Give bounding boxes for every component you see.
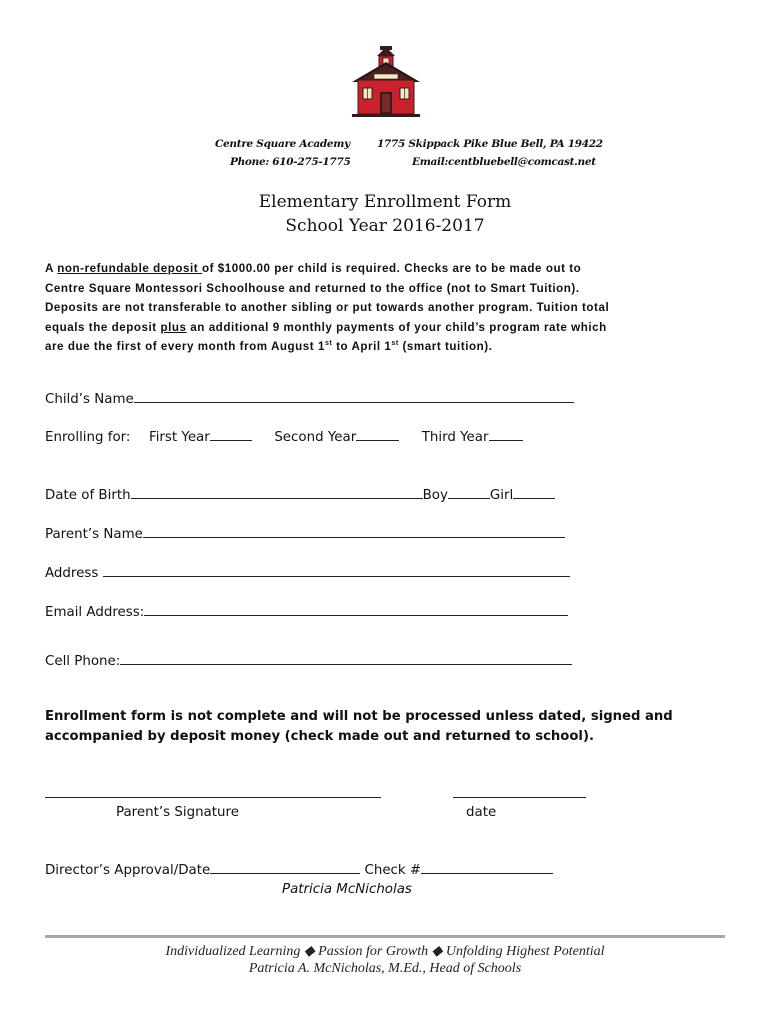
email-address-label: Email Address: [45, 605, 145, 620]
cell-phone-blank[interactable] [120, 653, 572, 665]
parent-name-field[interactable] [45, 526, 565, 542]
boy-blank[interactable] [448, 487, 490, 499]
first-year-blank[interactable] [210, 429, 252, 441]
director-approval-label: Director’s Approval/Date [45, 863, 211, 878]
non-refundable-deposit: non-refundable deposit [57, 262, 202, 275]
school-address: 1775 Skippack Pike Blue Bell, PA 19422 [377, 138, 603, 150]
parent-signature-caption: Parent’s Signature [116, 805, 239, 820]
director-approval-blank[interactable] [210, 862, 360, 874]
school-name: Centre Square Academy [215, 138, 350, 150]
school-email: Email:centbluebell@comcast.net [412, 156, 596, 168]
footer-divider [45, 935, 725, 938]
third-year-blank[interactable] [489, 429, 523, 441]
address-blank[interactable] [103, 565, 570, 577]
cell-phone-label: Cell Phone: [45, 654, 121, 669]
footer-credit: Patricia A. McNicholas, M.Ed., Head of Schools [248, 961, 522, 976]
child-name-blank[interactable] [134, 391, 574, 403]
date-of-birth-blank[interactable] [131, 487, 423, 499]
email-address-blank[interactable] [144, 604, 568, 616]
boy-label: Boy [422, 488, 448, 503]
address-field[interactable] [45, 565, 570, 581]
director-name: Patricia McNicholas [282, 882, 412, 897]
school-year: School Year 2016-2017 [285, 216, 485, 236]
cell-phone-field[interactable] [45, 653, 572, 669]
check-number-blank[interactable] [421, 862, 553, 874]
footer-tagline: Individualized Learning ◆ Passion for Growth ◆ Unfolding Highest Potential [165, 944, 605, 959]
signature-date-caption: date [466, 805, 497, 820]
signature-date-line[interactable] [453, 797, 586, 798]
form-title: Elementary Enrollment Form [258, 192, 512, 212]
girl-label: Girl [489, 488, 514, 503]
parent-name-label: Parent’s Name [45, 527, 143, 542]
birth-gender-row [45, 487, 555, 503]
email-address-field[interactable] [45, 604, 568, 620]
school-phone: Phone: 610-275-1775 [230, 156, 351, 168]
third-year-label: Third Year [421, 430, 489, 445]
child-name-label: Child’s Name [45, 392, 134, 407]
enrolling-for-label: Enrolling for: [45, 430, 131, 445]
parent-name-blank[interactable] [143, 526, 565, 538]
first-year-label: First Year [148, 430, 210, 445]
parent-signature-line[interactable] [45, 797, 381, 798]
completion-notice: Enrollment form is not complete and will not be processed unless dated, signed and accompanied by deposit money (check made out and returned to school). [45, 709, 673, 744]
address-label: Address [45, 566, 103, 581]
check-number-label: Check # [364, 863, 422, 878]
girl-blank[interactable] [513, 487, 555, 499]
director-approval-row [45, 862, 553, 878]
second-year-label: Second Year [274, 430, 357, 445]
enrolling-for-row [45, 429, 523, 445]
child-name-field[interactable] [45, 391, 574, 407]
schoolhouse-logo [350, 44, 422, 118]
date-of-birth-label: Date of Birth [45, 488, 131, 503]
second-year-blank[interactable] [356, 429, 399, 441]
deposit-paragraph: A non-refundable deposit of $1000.00 per child is required. Checks are to be made out to Centre Square Montessori Schoolhouse and returned to the office (not to Smart Tuition). Deposits are not transferable to another sibling or put towards another program. Tuition total equals the deposit plus an additional 9 monthly payments of your child’s program rate which are due the first of every month from August 1st to April 1st (smart tuition). [45, 262, 610, 354]
plus-emphasis: plus [160, 320, 187, 334]
